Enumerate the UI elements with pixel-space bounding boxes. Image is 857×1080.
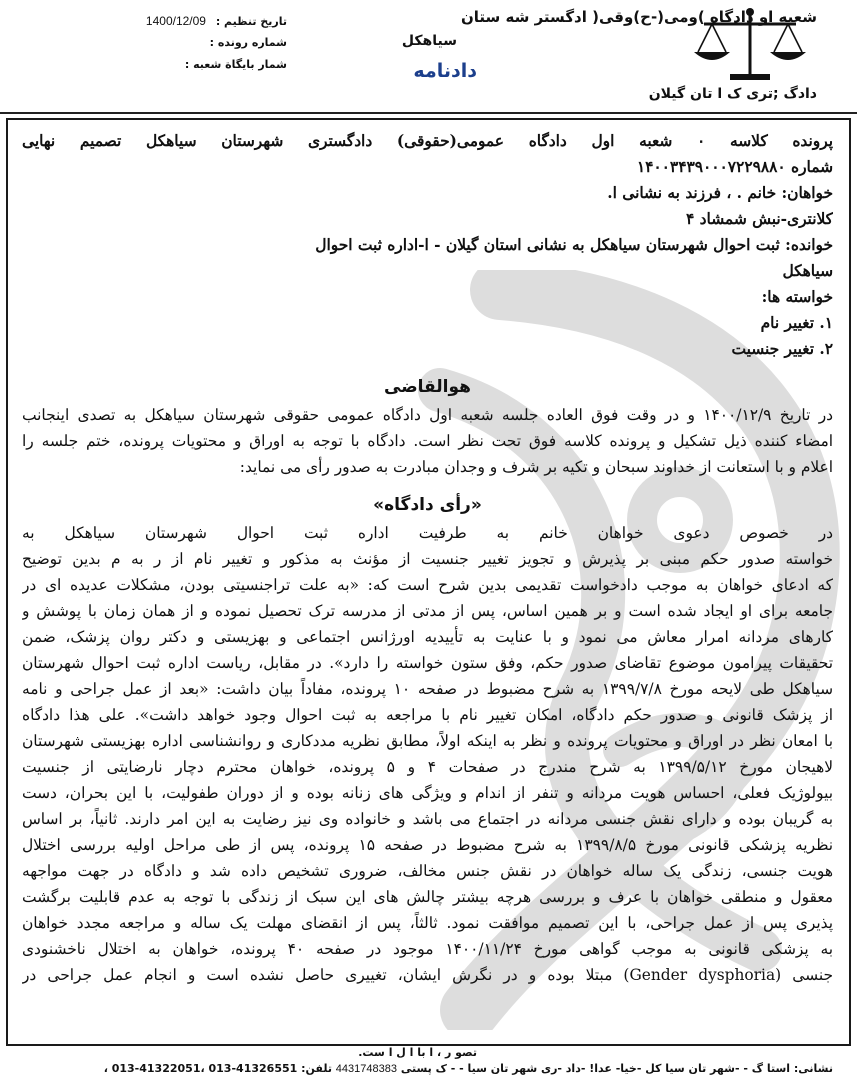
intro-line: اعلام و با استعانت از خداوند سبحان و تکیه بر شرف و وجدان مبادرت به صدور رأی می نماید: <box>239 458 833 476</box>
issue-date-value: 1400/12/09 <box>145 14 206 28</box>
header-divider <box>0 112 857 114</box>
verdict-line: جنسی (Gender dysphoria) مبتلا بوده و در نگرش ایشان، تغییری حاصل نشده است و انجام عمل جراحی در <box>22 966 833 984</box>
claim-item-1: ۱. تغییر نام <box>760 314 833 332</box>
spacer <box>22 362 833 372</box>
verdict-line: جامعه برای او ایجاد شده است و بر همین اساس، پس از مدتی از مدرسه ترک تحصیل نموده و از همان زمان با پوشش و <box>22 602 833 620</box>
claims-heading: خواسته ها: <box>761 288 833 306</box>
verdict-line: کارهای مردانه امرار معاش می نمود و با عنایت به تأییدیه اورژانس اجتماعی و بهزیستی و دکتر روان پزشک، ضمن <box>22 628 833 646</box>
issue-date-field <box>146 14 287 28</box>
case-number-label: شماره رونده : <box>209 36 287 49</box>
case-number-line: شماره ۱۴۰۰۳۴۳۹۰۰۰۷۲۲۹۸۸۰ <box>636 158 833 176</box>
verdict-line: بیولوژیک فعلی، احساس هویت مردانه و تنفر از اندام و ویژگی های زنانه بوده و از دوران طفولیت، با این بحران، دست <box>22 784 833 802</box>
section-heading: هوالقاضی <box>384 377 471 397</box>
footer-address-text: نشانی: استا گ - -شهر تان سیا کل -خیا- عدا! -داد -ری شهر تان سیا - - ک پستی <box>400 1062 833 1075</box>
verdict-line: هویت جنسی، زندگی یک ساله خواهان در نقش جنس مخالف، ضروری تشخیص داده شد و دادگاه در جهت مواجهه <box>22 862 833 880</box>
verdict-line: در خصوص دعوی خواهان خانم به طرفیت اداره ثبت احوال شهرستان سیاهکل به <box>22 524 833 542</box>
archive-number-label: شمار بایگاة شعبه : <box>184 58 287 71</box>
verdict-line: لاهیجان مورخ ۱۳۹۹/۵/۱۲ به شرح مندرج در صفحات ۴ و ۵ پرونده، خواهان محترم دچار نارضایتی از جنسیت <box>22 758 833 776</box>
verdict-line: به گریبان بوده و دارای نقش جنسی مردانه در اجتماع می باشد و خانواده وی نیز رضایت به این امر دارند. ثانیاً، بر اساس <box>22 810 833 828</box>
verdict-line: با امعان نظر در اوراق و محتویات پرونده و نظر به اینکه اولاً، مطابق نظریه مددکاری و روانشناسی اداره بهزیستی شهرستان <box>22 732 833 750</box>
issue-date-label: تاریخ تنظیم : <box>215 15 287 28</box>
plaintiff-address-line: کلانتری-نبش شمشاد ۴ <box>686 210 833 228</box>
footer-address <box>104 1062 833 1075</box>
court-city: سیاهکل <box>401 33 457 49</box>
verdict-line: معقول و منطقی خواهان با عرف و بررسی هرچه بیشتر چالش های این سبک از زندگی با توجه به عدم قابلیت برگشت <box>22 888 833 906</box>
verdict-line: پذیری پس از عمل جراحی، با این تصمیم موافقت نمود. ثالثاً، پس از انقضای مهلت یک ساله و مراجعه مجدد خواهان <box>22 914 833 932</box>
verdict-line: سیاهکل طی لایحه مورخ ۱۳۹۹/۷/۸ به شرح مضبوط در صفحه ۱۰ پرونده، مفاداً بیان داشت: «بعد از عمل جراحی و نامه <box>22 680 833 698</box>
verdict-line: تحقیقات پیرامون موضوع تقاضای صدور حکم، وفق ستون خواسته را دارد». در مقابل، ریاست اداره ثبت احوال شهرستان <box>22 654 833 672</box>
spacer <box>22 480 833 490</box>
document-title: دادنامه <box>413 60 477 82</box>
footer-postal-code: 4431748383 <box>335 1063 397 1075</box>
case-file-line: پرونده کلاسه ۰ شعبه اول دادگاه عمومی(حقوقی) دادگستری شهرستان سیاهکل تصمیم نهایی <box>22 132 833 150</box>
verdict-line: به پزشکی قانونی به موجب گواهی مورخ ۱۴۰۰/۱۱/۲۴ موجود در صفحه ۴۰ پرونده، خواهان به اختلال ناخشنودی <box>22 940 833 958</box>
plaintiff-line: خواهان: خانم . ، فرزند به نشانی ا. <box>607 184 833 202</box>
claim-item-2: ۲. تغییر جنسیت <box>731 340 833 358</box>
verdict-line: از پزشک قانونی و صدور حکم دادگاه، امکان تغییر نام با مراجعه به ثبت احوال وجود خواهد داشت». علی هذا دادگاه <box>22 706 833 724</box>
province-justice-label: دادگ ;تری ک ا تان گیلان <box>648 86 817 102</box>
verdict-line: خواسته صدور حکم مبنی بر پذیرش و تجویز تغییر جنسیت از مؤنث به مذکور و تغییر نام از ر به م بدین توضیح <box>22 550 833 568</box>
verdict-line: که ادعای خواهان به موجب دادخواست تقدیمی بدین شرح است که: «به علت تراجنسیتی بودن، مشکلات عدیده ای در <box>22 576 833 594</box>
verdict-line: نظریه پزشکی قانونی مورخ ۱۳۹۹/۸/۵ به شرح مضبوط در صفحه ۱۵ پرونده، پس از طی مراحل اولیه بررسی اختلال <box>22 836 833 854</box>
footer-phones: تلفن: 41326551-013 ،41322051-013 ، <box>103 1062 332 1075</box>
court-branch-heading: شعبه او دادگاه )ومی(-ح)وقی( ادگستر شه ستان <box>461 8 817 26</box>
intro-line: امضاء کننده ذیل تشکیل و پرونده کلاسه فوق تحت نظر است. دادگاه با توجه به اوراق و محتویات پرونده، ختم جلسه را <box>22 432 833 450</box>
defendant-city-line: سیاهکل <box>782 262 833 280</box>
defendant-line: خوانده: ثبت احوال شهرستان سیاهکل به نشانی استان گیلان - ا-اداره ثبت احوال <box>315 236 833 254</box>
verdict-heading: «رأی دادگاه» <box>373 495 482 515</box>
document-body <box>22 128 833 988</box>
intro-line: در تاریخ ۱۴۰۰/۱۲/۹ و در وقت فوق العاده جلسه شعبه اول دادگاه عمومی حقوقی شهرستان سیاهکل به تصدی اینجانب <box>22 406 833 424</box>
footer-note: تصو ر ، ا با ا ل ا ست. <box>358 1046 477 1059</box>
